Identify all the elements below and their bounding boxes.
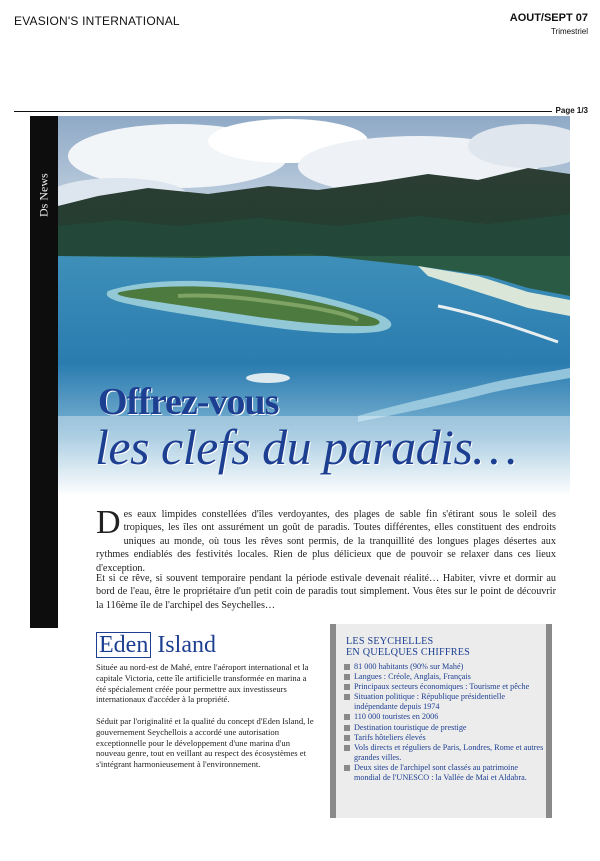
square-bullet-icon — [344, 674, 350, 680]
issue-date: AOUT/SEPT 07 — [509, 12, 588, 24]
facts-title-line-2: EN QUELQUES CHIFFRES — [346, 647, 470, 659]
list-item: Deux sites de l'archipel sont classés au patrimoine mondial de l'UNESCO : la Vallée de Mai et Aldabra. — [344, 763, 544, 783]
list-item: 81 000 habitants (90% sur Mahé) — [344, 662, 544, 672]
list-item: Langues : Créole, Anglais, Français — [344, 672, 544, 682]
eden-title-boxed: Eden — [96, 632, 151, 658]
facts-title — [346, 636, 536, 659]
square-bullet-icon — [344, 694, 350, 700]
headline-line-2: les clefs du paradis… — [95, 419, 517, 475]
square-bullet-icon — [344, 714, 350, 720]
square-bullet-icon — [344, 684, 350, 690]
eden-title-rest: Island — [151, 632, 216, 658]
square-bullet-icon — [344, 765, 350, 771]
square-bullet-icon — [344, 745, 350, 751]
section-label: Ds News — [36, 173, 51, 217]
eden-paragraph-2: Séduit par l'originalité et la qualité du concept d'Eden Island, le gouvernement Seychellois a accordé une autorisation exceptionnelle pour le développement d'une marina d'un nouveau genre, tout en veillant au respect des écosystèmes et s'intégrant harmonieusement à l'environnement. — [96, 716, 314, 770]
eden-island-title — [96, 632, 216, 659]
list-item: 110 000 touristes en 2006 — [344, 712, 544, 722]
list-item: Vols directs et réguliers de Paris, Londres, Rome et autres grandes villes. — [344, 743, 544, 763]
facts-list — [344, 662, 544, 783]
list-item: Principaux secteurs économiques : Tourisme et pêche — [344, 682, 544, 692]
eden-paragraph-1: Située au nord-est de Mahé, entre l'aéroport international et la capitale Victoria, cette île artificielle transformée en marina a été spécialement créée pour permettre aux investisseurs internationaux d'accéder à la propriété. — [96, 662, 309, 705]
publication-name: EVASION'S INTERNATIONAL — [14, 14, 180, 28]
drop-cap: D — [96, 504, 121, 541]
intro-paragraph-1 — [96, 504, 556, 575]
list-item: Situation politique : République présidentielle indépendante depuis 1974 — [344, 692, 544, 712]
intro-paragraph-2: Et si ce rêve, si souvent temporaire pendant la période estivale devenait réalité… Habiter, vivre et dormir au bord de l'eau, être le propriétaire d'un petit coin de paradis tout simplement. Vous êtes sur le point de découvrir la 116ème île de l'archipel des Seychelles… — [96, 573, 556, 611]
header-rule — [14, 111, 552, 112]
intro-paragraph-1-text: es eaux limpides constellées d'îles verdoyantes, des plages de sable fin s'étirant sous le soleil des tropiques, les îles ont assurément un goût de paradis. Toutes différentes, elles constituent des endroits uniques au monde, où tous les rêves sont permis, de la tranquillité des longues plages désertes aux rythmes endiablés des festivités locales. Rien de plus délicieux que de pouvoir se relaxer dans ces lieux d'exception. — [96, 509, 556, 574]
page-number: Page 1/3 — [555, 106, 588, 115]
square-bullet-icon — [344, 725, 350, 731]
issue-frequency: Trimestriel — [550, 27, 588, 36]
square-bullet-icon — [344, 735, 350, 741]
list-item: Destination touristique de prestige — [344, 723, 544, 733]
facts-title-line-1: LES SEYCHELLES — [346, 636, 434, 647]
headline-line-1: Offrez-vous — [98, 381, 279, 423]
square-bullet-icon — [344, 664, 350, 670]
list-item: Tarifs hôteliers élevés — [344, 733, 544, 743]
